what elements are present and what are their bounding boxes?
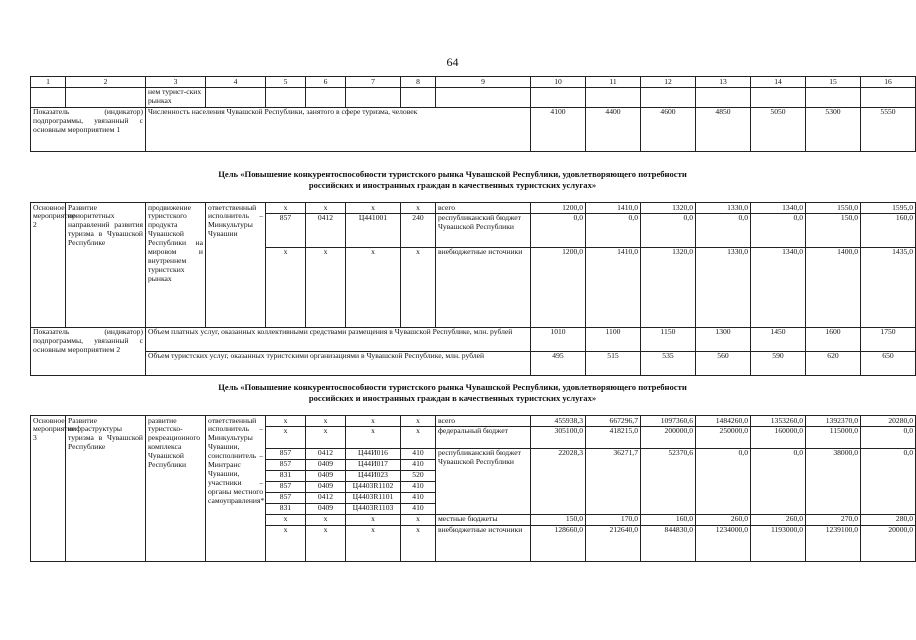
- value-cell: 1450: [751, 327, 806, 351]
- value-cell: 160,0: [641, 514, 696, 525]
- funding-source: внебюджетные источники: [436, 247, 531, 327]
- value-cell: 515: [586, 351, 641, 375]
- value-cell: 590: [751, 351, 806, 375]
- code-cell: 410: [401, 481, 436, 492]
- value-cell: 128660,0: [531, 525, 586, 561]
- value-cell: 4600: [641, 107, 696, 151]
- funding-source: всего: [436, 416, 531, 427]
- value-cell: 1320,0: [641, 203, 696, 214]
- event-2-task: продвижение туристского продукта Чувашской Республики на мировом и внутреннем туристских рынках: [146, 203, 206, 328]
- event-3-type: Основное мероприятие 3: [31, 416, 66, 562]
- funding-source: республиканский бюджет Чувашской Республики: [436, 213, 531, 247]
- col-num: 14: [751, 77, 806, 88]
- code-cell: 410: [401, 503, 436, 514]
- value-cell: 212640,0: [586, 525, 641, 561]
- indicator-2-text: Объем туристских услуг, оказанных туристскими организациями в Чувашской Республике, млн. рублей: [146, 351, 531, 375]
- value-cell: 418215,0: [586, 426, 641, 448]
- value-cell: 560: [696, 351, 751, 375]
- value-cell: 844830,0: [641, 525, 696, 561]
- event-3-task: развитие туристско-рекреационного комплекса Чувашской Республики: [146, 416, 206, 562]
- value-cell: 1595,0: [861, 203, 916, 214]
- value-cell: 1340,0: [751, 247, 806, 327]
- code-cell: x: [266, 525, 306, 561]
- col-num: 12: [641, 77, 696, 88]
- value-cell: 52370,6: [641, 448, 696, 514]
- value-cell: 1353260,0: [751, 416, 806, 427]
- code-cell: x: [401, 514, 436, 525]
- col-num: 15: [806, 77, 861, 88]
- goal-2-line-2: российских и иностранных граждан в качественных туристских услугах»: [308, 393, 597, 403]
- value-cell: 0,0: [751, 213, 806, 247]
- carry-text: нем турист-ских рынках: [146, 87, 206, 107]
- code-cell: x: [346, 525, 401, 561]
- code-cell: x: [306, 525, 346, 561]
- value-cell: 0,0: [696, 448, 751, 514]
- code-cell: x: [266, 426, 306, 448]
- code-cell: Ц4403R1102: [346, 481, 401, 492]
- event-3-total-row: [31, 416, 916, 427]
- value-cell: 0,0: [696, 213, 751, 247]
- value-cell: 650: [861, 351, 916, 375]
- event-2-total-row: [31, 203, 916, 214]
- value-cell: 200000,0: [641, 426, 696, 448]
- goal-heading-1: [30, 169, 875, 191]
- value-cell: 1340,0: [751, 203, 806, 214]
- code-cell: 857: [266, 459, 306, 470]
- event-3-responsible: ответственный исполнитель – Минкультуры Чувашии, соисполнитель – Минтранс Чувашии, участники – органы местного самоуправления*: [206, 416, 266, 562]
- code-cell: x: [346, 247, 401, 327]
- value-cell: 260,0: [751, 514, 806, 525]
- col-num: 3: [146, 77, 206, 88]
- value-cell: 1300: [696, 327, 751, 351]
- code-cell: x: [306, 416, 346, 427]
- indicator-2-row-2: [31, 351, 916, 375]
- code-cell: x: [266, 203, 306, 214]
- value-cell: 1234000,0: [696, 525, 751, 561]
- col-num: 10: [531, 77, 586, 88]
- value-cell: 5050: [751, 107, 806, 151]
- code-cell: 857: [266, 481, 306, 492]
- value-cell: 1239100,0: [806, 525, 861, 561]
- value-cell: 160,0: [861, 213, 916, 247]
- value-cell: 36271,7: [586, 448, 641, 514]
- value-cell: 495: [531, 351, 586, 375]
- col-num: 4: [206, 77, 266, 88]
- value-cell: 160000,0: [751, 426, 806, 448]
- code-cell: x: [266, 514, 306, 525]
- value-cell: 667296,7: [586, 416, 641, 427]
- table-main-event-2: [30, 202, 916, 376]
- value-cell: 22028,3: [531, 448, 586, 514]
- code-cell: x: [401, 203, 436, 214]
- funding-source: внебюджетные источники: [436, 525, 531, 561]
- code-cell: Ц44И017: [346, 459, 401, 470]
- value-cell: 20000,0: [861, 525, 916, 561]
- goal-1-line-1: Цель «Повышение конкурентоспособности туристского рынка Чувашской Республики, удовлетворяющего потребности: [218, 169, 687, 179]
- value-cell: 0,0: [861, 426, 916, 448]
- value-cell: 1010: [531, 327, 586, 351]
- value-cell: 150,0: [531, 514, 586, 525]
- code-cell: x: [401, 525, 436, 561]
- event-2-responsible: ответственный исполнитель – Минкультуры Чувашии: [206, 203, 266, 328]
- value-cell: 1097360,6: [641, 416, 696, 427]
- code-cell: 0409: [306, 481, 346, 492]
- code-cell: x: [306, 514, 346, 525]
- col-num: 8: [401, 77, 436, 88]
- value-cell: 1200,0: [531, 203, 586, 214]
- value-cell: 0,0: [586, 213, 641, 247]
- code-cell: 831: [266, 470, 306, 481]
- event-3-name: Развитие инфраструктуры туризма в Чувашской Республике: [66, 416, 146, 562]
- table-main-event-3: [30, 415, 916, 562]
- col-num: 2: [66, 77, 146, 88]
- value-cell: 1200,0: [531, 247, 586, 327]
- funding-source: всего: [436, 203, 531, 214]
- col-num: 6: [306, 77, 346, 88]
- goal-2-line-1: Цель «Повышение конкурентоспособности туристского рынка Чувашской Республики, удовлетворяющего потребности: [218, 382, 687, 392]
- carry-over-row: [31, 87, 916, 107]
- code-cell: Ц44И023: [346, 470, 401, 481]
- code-cell: 520: [401, 470, 436, 481]
- col-num: 16: [861, 77, 916, 88]
- table-header-indicator-1: [30, 76, 916, 152]
- value-cell: 0,0: [861, 448, 916, 514]
- event-2-name: Развитие приоритетных направлений развития туризма в Чувашской Республике: [66, 203, 146, 328]
- value-cell: 20280,0: [861, 416, 916, 427]
- code-cell: 0412: [306, 448, 346, 459]
- indicator-2-text: Объем платных услуг, оказанных коллективными средствами размещения в Чувашской Республике, млн. рублей: [146, 327, 531, 351]
- indicator-2-label: Показатель (индикатор) подпрограммы, увязанный с основным мероприятием 2: [31, 327, 146, 375]
- value-cell: 4100: [531, 107, 586, 151]
- col-num: 5: [266, 77, 306, 88]
- col-num: 1: [31, 77, 66, 88]
- value-cell: 1193000,0: [751, 525, 806, 561]
- value-cell: 535: [641, 351, 696, 375]
- value-cell: 170,0: [586, 514, 641, 525]
- value-cell: 1330,0: [696, 247, 751, 327]
- value-cell: 270,0: [806, 514, 861, 525]
- value-cell: 1550,0: [806, 203, 861, 214]
- value-cell: 5550: [861, 107, 916, 151]
- code-cell: x: [346, 426, 401, 448]
- col-num: 7: [346, 77, 401, 88]
- column-number-row: [31, 77, 916, 88]
- funding-source: федеральный бюджет: [436, 426, 531, 448]
- value-cell: 1100: [586, 327, 641, 351]
- indicator-1-row: [31, 107, 916, 151]
- code-cell: Ц44И016: [346, 448, 401, 459]
- code-cell: 857: [266, 448, 306, 459]
- value-cell: 0,0: [641, 213, 696, 247]
- indicator-1-label: Показатель (индикатор) подпрограммы, увязанный с основным мероприятием 1: [31, 107, 146, 151]
- code-cell: 410: [401, 459, 436, 470]
- value-cell: 455938,3: [531, 416, 586, 427]
- value-cell: 1330,0: [696, 203, 751, 214]
- value-cell: 0,0: [751, 448, 806, 514]
- value-cell: 1484260,0: [696, 416, 751, 427]
- value-cell: 250000,0: [696, 426, 751, 448]
- code-cell: x: [401, 416, 436, 427]
- col-num: 13: [696, 77, 751, 88]
- col-num: 9: [436, 77, 531, 88]
- value-cell: 1320,0: [641, 247, 696, 327]
- code-cell: x: [266, 247, 306, 327]
- value-cell: 1392370,0: [806, 416, 861, 427]
- goal-1-line-2: российских и иностранных граждан в качественных туристских услугах»: [308, 180, 597, 190]
- goal-heading-2: [30, 382, 875, 404]
- event-2-type: Основное мероприятие 2: [31, 203, 66, 328]
- col-num: 11: [586, 77, 641, 88]
- value-cell: 115000,0: [806, 426, 861, 448]
- code-cell: x: [266, 416, 306, 427]
- code-cell: x: [306, 203, 346, 214]
- value-cell: 1410,0: [586, 247, 641, 327]
- value-cell: 1410,0: [586, 203, 641, 214]
- page-number: 64: [446, 55, 459, 69]
- value-cell: 280,0: [861, 514, 916, 525]
- value-cell: 620: [806, 351, 861, 375]
- code-cell: 831: [266, 503, 306, 514]
- code-cell: 0409: [306, 503, 346, 514]
- funding-source: местные бюджеты: [436, 514, 531, 525]
- value-cell: 1600: [806, 327, 861, 351]
- code-cell: 0412: [306, 213, 346, 247]
- value-cell: 1400,0: [806, 247, 861, 327]
- code-cell: 410: [401, 448, 436, 459]
- code-cell: Ц4403R1103: [346, 503, 401, 514]
- code-cell: x: [346, 514, 401, 525]
- code-cell: 240: [401, 213, 436, 247]
- code-cell: x: [401, 426, 436, 448]
- code-cell: 0409: [306, 470, 346, 481]
- code-cell: 0412: [306, 492, 346, 503]
- code-cell: 0409: [306, 459, 346, 470]
- value-cell: 1750: [861, 327, 916, 351]
- code-cell: 857: [266, 213, 306, 247]
- code-cell: Ц4403R1101: [346, 492, 401, 503]
- value-cell: 0,0: [531, 213, 586, 247]
- value-cell: 1435,0: [861, 247, 916, 327]
- value-cell: 4400: [586, 107, 641, 151]
- value-cell: 5300: [806, 107, 861, 151]
- value-cell: 38000,0: [806, 448, 861, 514]
- code-cell: Ц441001: [346, 213, 401, 247]
- code-cell: x: [306, 426, 346, 448]
- code-cell: x: [401, 247, 436, 327]
- value-cell: 260,0: [696, 514, 751, 525]
- indicator-2-row-1: [31, 327, 916, 351]
- value-cell: 305100,0: [531, 426, 586, 448]
- code-cell: x: [346, 416, 401, 427]
- indicator-1-text: Численность населения Чувашской Республики, занятого в сфере туризма, человек: [146, 107, 531, 151]
- code-cell: x: [306, 247, 346, 327]
- code-cell: x: [346, 203, 401, 214]
- funding-source: республиканский бюджет Чувашской Республики: [436, 448, 531, 514]
- code-cell: 857: [266, 492, 306, 503]
- value-cell: 1150: [641, 327, 696, 351]
- value-cell: 4850: [696, 107, 751, 151]
- value-cell: 150,0: [806, 213, 861, 247]
- code-cell: 410: [401, 492, 436, 503]
